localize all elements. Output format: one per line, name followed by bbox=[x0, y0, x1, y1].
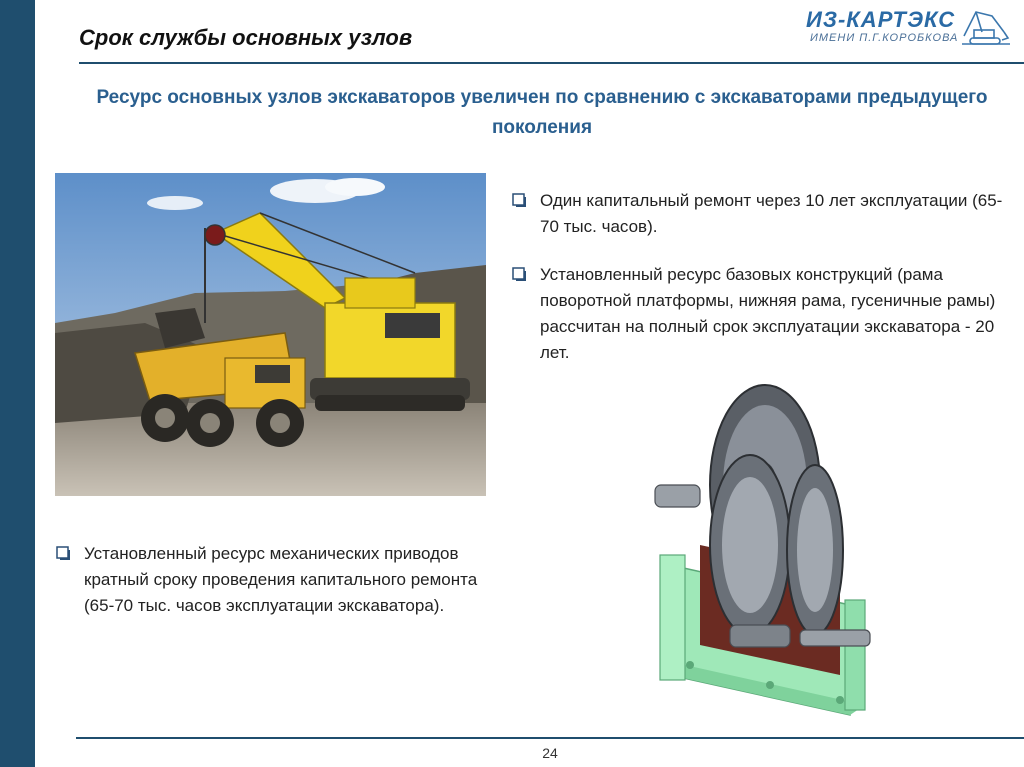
company-logo bbox=[800, 6, 1014, 48]
logo-name: ИЗ-КАРТЭКС bbox=[806, 7, 956, 32]
feature-list bbox=[510, 188, 1010, 388]
list-item-text: Установленный ресурс механических приводов кратный сроку проведения капитального ремонта (65-70 тыс. часов эксплуатации экскаватора). bbox=[84, 544, 478, 615]
list-item bbox=[510, 188, 1010, 240]
header-divider bbox=[79, 62, 1024, 64]
gearbox-image bbox=[650, 375, 885, 725]
list-item bbox=[54, 541, 484, 619]
list-item-text: Один капитальный ремонт через 10 лет эксплуатации (65-70 тыс. часов). bbox=[540, 191, 1003, 236]
logo-subtitle: ИМЕНИ П.Г.КОРОБКОВА bbox=[810, 32, 959, 44]
excavator-logo-icon bbox=[958, 6, 1014, 48]
feature-list-bottom bbox=[54, 541, 484, 619]
list-item-text: Установленный ресурс базовых конструкций (рама поворотной платформы, нижняя рама, гусеничные рамы) рассчитан на полный срок эксплуатации экскаватора - 20 лет. bbox=[540, 265, 996, 362]
checkbox-bullet-icon bbox=[56, 546, 70, 560]
checkbox-bullet-icon bbox=[512, 267, 526, 281]
sidebar-bar bbox=[0, 0, 35, 767]
slide-subtitle: Ресурс основных узлов экскаваторов увеличен по сравнению с экскаваторами предыдущего поколения bbox=[96, 87, 988, 138]
slide-title: Срок службы основных узлов bbox=[79, 25, 413, 50]
footer-divider bbox=[76, 737, 1024, 739]
page-number: 24 bbox=[542, 745, 558, 761]
excavator-photo bbox=[55, 173, 486, 496]
list-item bbox=[510, 262, 1010, 366]
checkbox-bullet-icon bbox=[512, 193, 526, 207]
